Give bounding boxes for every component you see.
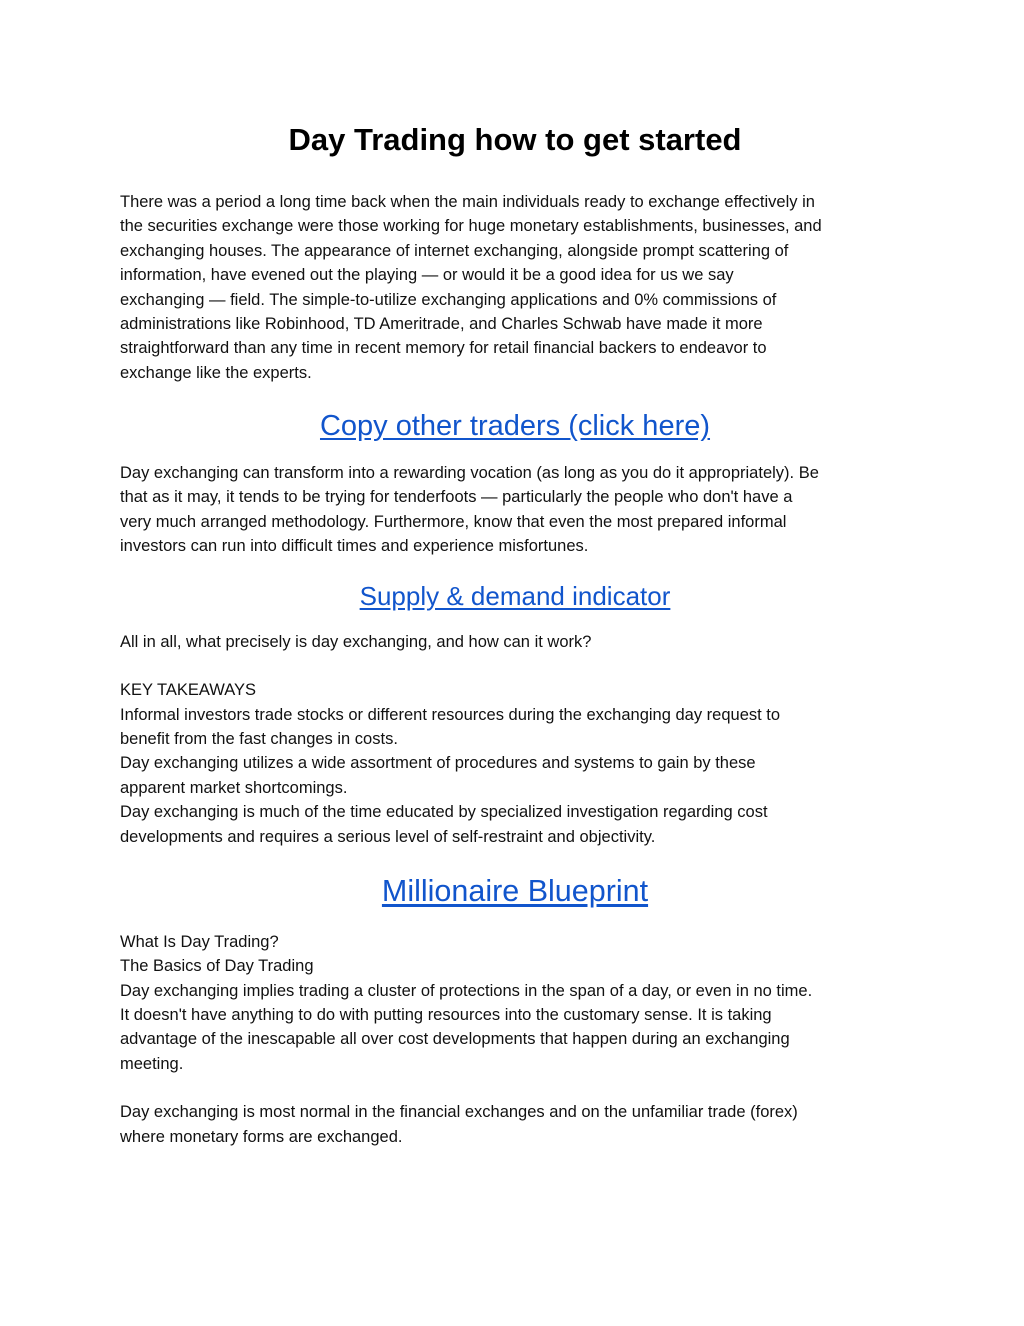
basics-line: What Is Day Trading? [120,932,279,951]
vocation-line: Day exchanging can transform into a rewarding vocation (as long as you do it appropriately). Be [120,464,819,483]
vocation-line: very much arranged methodology. Furthermore, know that even the most prepared informal [120,512,787,531]
copy-traders-heading [120,409,910,444]
basics-line: It doesn't have anything to do with putting resources into the customary sense. It is taking [120,1005,772,1024]
intro-line: straightforward than any time in recent memory for retail financial backers to endeavor to [120,339,767,358]
takeaway-line: Day exchanging is much of the time educated by specialized investigation regarding cost [120,803,768,822]
intro-line: exchanging houses. The appearance of internet exchanging, alongside prompt scattering of [120,241,789,260]
key-takeaways-heading: KEY TAKEAWAYS [120,681,257,700]
intro-line: exchange like the experts. [120,363,312,382]
intro-line: administrations like Robinhood, TD Ameritrade, and Charles Schwab have made it more [120,315,763,334]
question-line: All in all, what precisely is day exchanging, and how can it work? [120,632,592,651]
intro-line: There was a period a long time back when the main individuals ready to exchange effectively in [120,193,815,211]
key-takeaways-section [120,678,910,849]
basics-paragraph [120,930,910,1076]
intro-line: information, have evened out the playing — or would it be a good idea for us we say [120,266,734,285]
intro-paragraph [120,190,910,385]
takeaway-line: Informal investors trade stocks or different resources during the exchanging day request to [120,705,781,724]
document-page [120,118,910,1149]
vocation-line: that as it may, it tends to be trying for tenderfoots — particularly the people who don't have a [120,488,793,507]
basics-line: advantage of the inescapable all over cost developments that happen during an exchanging [120,1030,790,1049]
millionaire-blueprint-link[interactable]: Millionaire Blueprint [381,874,649,909]
intro-line: the securities exchange were those working for huge monetary establishments, businesses, and [120,217,822,236]
basics-line: The Basics of Day Trading [120,957,314,976]
takeaway-line: benefit from the fast changes in costs. [120,730,398,749]
takeaway-line: apparent market shortcomings. [120,778,348,797]
takeaway-line: developments and requires a serious level of self-restraint and objectivity. [120,827,656,846]
intro-line: exchanging — field. The simple-to-utilize exchanging applications and 0% commissions of [120,290,777,309]
takeaway-line: Day exchanging utilizes a wide assortment of procedures and systems to gain by these [120,754,756,773]
forex-line: Day exchanging is most normal in the financial exchanges and on the unfamiliar trade (forex) [120,1103,798,1122]
vocation-line: investors can run into difficult times and experience misfortunes. [120,537,589,556]
basics-line: meeting. [120,1054,184,1073]
supply-demand-heading [120,581,910,612]
forex-paragraph [120,1100,910,1149]
millionaire-heading [120,873,910,910]
document-title: Day Trading how to get started [288,122,742,157]
vocation-paragraph [120,461,910,559]
copy-traders-link[interactable]: Copy other traders (click here) [319,410,711,443]
basics-line: Day exchanging implies trading a cluster of protections in the span of a day, or even in no time. [120,981,813,1000]
question-paragraph [120,630,910,654]
supply-demand-link[interactable]: Supply & demand indicator [359,580,671,611]
forex-line: where monetary forms are exchanged. [120,1127,403,1146]
